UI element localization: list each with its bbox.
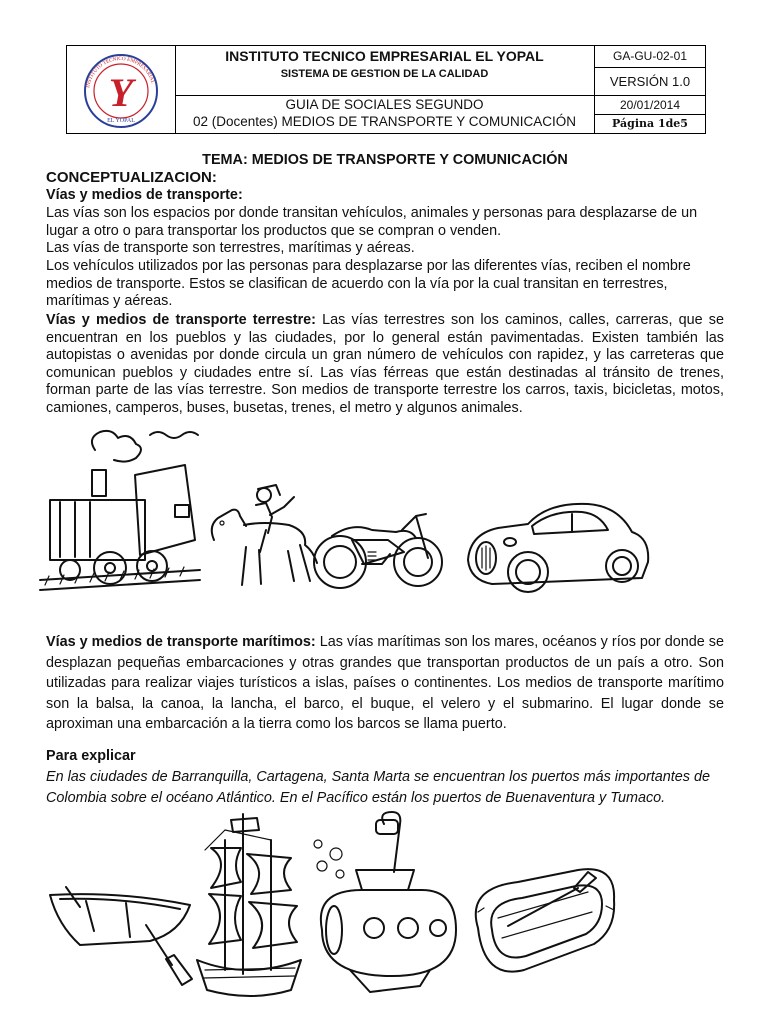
terrestre-heading: Vías y medios de transporte terrestre: <box>46 312 316 328</box>
submarine-icon <box>310 810 460 1000</box>
institution-name: INSTITUTO TECNICO EMPRESARIAL EL YOPAL <box>225 48 544 64</box>
maritimo-heading: Vías y medios de transporte marítimos: <box>46 634 316 650</box>
guide-subtitle: 02 (Docentes) MEDIOS DE TRANSPORTE Y COMUNICACIÓN <box>192 114 577 129</box>
logo-letter: Y <box>108 70 134 115</box>
quality-system: SISTEMA DE GESTION DE LA CALIDAD <box>280 68 489 80</box>
doc-date: 20/01/2014 <box>595 96 705 115</box>
doc-code: GA-GU-02-01 <box>595 46 705 68</box>
maritimo-text: Las vías marítimas son los mares, océanos y ríos por donde se desplazan pequeñas embarcaciones y otras grandes que transportan productos de un país a otro. Son utilizadas para realizar viajes turísticos a islas, países o continentes. Los medios de transporte marítimo son la balsa, la canoa, la lancha, el barco, el buque, el velero y el submarino. El lugar donde se aproximan una embarcación a la tierra como los barcos se llama puerto. <box>46 634 725 732</box>
doc-version: VERSIÓN 1.0 <box>595 68 705 96</box>
header-institution-cell <box>175 46 595 96</box>
maritimo-paragraph <box>46 632 724 735</box>
sailing-ship-icon <box>195 810 305 1000</box>
train-icon <box>40 430 200 595</box>
raft-icon <box>468 868 618 978</box>
motorcycle-icon <box>312 512 444 592</box>
paragraph-3: Los vehículos utilizados por las personas para desplazarse por las diferentes vías, reciben el nombre medios de transporte. Estos se clasifican de acuerdo con la vía por la cual transitan en terrestres, marítimas y aéreas. <box>46 258 691 309</box>
explicar-paragraph: En las ciudades de Barranquilla, Cartagena, Santa Marta se encuentran los puertos más importantes de Colombia sobre el océano Atlántico. En el Pacífico están los puertos de Buenaventura y Tumaco. <box>46 769 710 806</box>
header-guide-cell <box>175 96 595 133</box>
logo-bottom-text: EL YOPAL <box>107 118 135 124</box>
guide-title: GUIA DE SOCIALES SEGUNDO <box>285 97 484 112</box>
page-number: Página 1de5 <box>612 117 688 130</box>
vias-heading: Vías y medios de transporte: <box>46 187 243 203</box>
logo-ring-text: INSTITUTO TECNICO EMPRESARIAL <box>85 55 156 89</box>
rowboat-icon <box>46 875 196 990</box>
logo-cell <box>67 46 176 133</box>
terrestre-text: Las vías terrestres son los caminos, calles, carreras, que se encuentran en los pueblos y las ciudades, por lo general están pavimentadas. Existen también las autopistas o avenidas por donde circula un gran número de vehículos con rapidez, y las carreteras que comunican pueblos y ciudades entre sí. Las vías férreas que están destinadas al tránsito de trenes, forman parte de las vías terrestre. Son medios de transporte terrestre los carros, taxis, bicicletas, motos, camiones, camperos, buses, busetas, trenes, el metro y algunos animales. <box>46 312 724 416</box>
terrestre-paragraph <box>46 312 724 417</box>
para-explicar-heading: Para explicar <box>46 748 136 764</box>
horse-rider-icon <box>204 485 319 590</box>
paragraph-2: Las vías de transporte son terrestres, marítimas y aéreas. <box>46 240 415 256</box>
document-header <box>66 45 706 134</box>
paragraph-1: Las vías son los espacios por donde transitan vehículos, animales y personas para desplazarse de un lugar a otro o para transportar los productos que se compran o venden. <box>46 205 698 239</box>
car-icon <box>462 500 652 600</box>
conceptualizacion-heading: CONCEPTUALIZACION: <box>46 169 217 186</box>
school-seal-icon <box>67 46 175 133</box>
tema-heading: TEMA: MEDIOS DE TRANSPORTE Y COMUNICACIÓN <box>202 152 568 168</box>
